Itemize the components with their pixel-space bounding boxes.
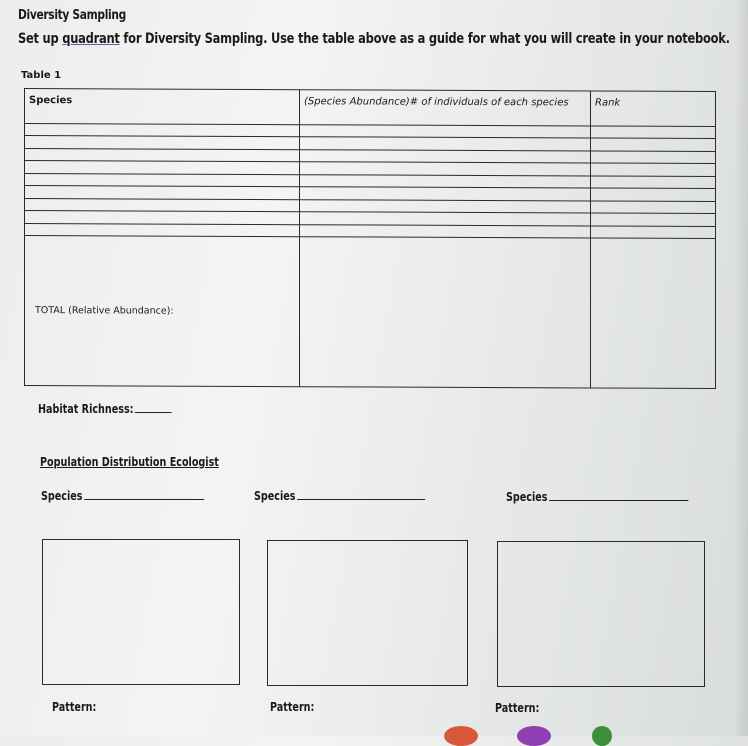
table-cell[interactable] [591, 138, 716, 151]
habitat-richness-blank[interactable] [135, 412, 172, 413]
color-dot-purple [517, 726, 551, 746]
table-cell[interactable] [591, 188, 716, 201]
header-rank: Rank [591, 91, 716, 127]
table-cell[interactable] [591, 213, 716, 226]
species-label-3: Species [506, 490, 548, 504]
header-species: Species [25, 89, 300, 125]
table-cell[interactable] [300, 237, 591, 388]
table-cell[interactable] [25, 198, 300, 212]
pattern-box-2[interactable] [267, 540, 468, 686]
table-header-row [25, 89, 716, 127]
species-label-1: Species [41, 489, 83, 503]
table-cell[interactable] [591, 201, 716, 214]
table-caption: Table 1 [21, 70, 62, 81]
species-field-1 [41, 489, 204, 503]
species-field-2 [254, 489, 425, 503]
instructions-part-2: for Diversity Sampling. Use the table above as a guide for what you will create in your notebook. [119, 31, 730, 47]
species-blank-1[interactable] [84, 499, 204, 500]
table-cell[interactable] [25, 161, 300, 175]
pattern-label-1: Pattern: [52, 700, 97, 714]
instructions-text [18, 31, 730, 47]
table-cell[interactable] [591, 226, 716, 239]
page-title: Diversity Sampling [18, 8, 126, 23]
pattern-label-2: Pattern: [270, 700, 315, 714]
table-cell[interactable] [25, 136, 300, 150]
table-cell[interactable] [591, 126, 716, 139]
habitat-richness-label: Habitat Richness: [38, 402, 134, 416]
instructions-part-1: Set up [18, 31, 63, 47]
species-label-2: Species [254, 489, 296, 503]
color-dot-red [444, 726, 478, 746]
species-field-3 [506, 490, 688, 504]
table-total-row [25, 236, 716, 389]
table-cell[interactable] [25, 173, 300, 187]
total-label: TOTAL (Relative Abundance): [25, 236, 300, 387]
header-abundance: (Species Abundance)# of individuals of each species [300, 90, 591, 126]
instructions-underlined-word: quadrant [62, 31, 120, 47]
species-table [24, 88, 716, 389]
table-cell[interactable] [25, 186, 300, 200]
table-cell[interactable] [591, 151, 716, 164]
table-cell[interactable] [591, 163, 716, 176]
pattern-box-1[interactable] [42, 539, 240, 685]
population-section-title: Population Distribution Ecologist [40, 455, 219, 469]
table-cell[interactable] [25, 223, 300, 237]
table-cell[interactable] [25, 211, 300, 225]
species-blank-2[interactable] [297, 499, 425, 500]
habitat-richness [38, 402, 172, 416]
page-edge-shadow [734, 0, 748, 736]
color-dot-green [592, 726, 612, 746]
table-cell[interactable] [25, 124, 300, 138]
table-cell[interactable] [591, 238, 716, 388]
pattern-label-3: Pattern: [495, 701, 540, 715]
table-cell[interactable] [25, 148, 300, 162]
species-blank-3[interactable] [549, 500, 688, 501]
table-cell[interactable] [591, 176, 716, 189]
pattern-box-3[interactable] [497, 541, 705, 687]
